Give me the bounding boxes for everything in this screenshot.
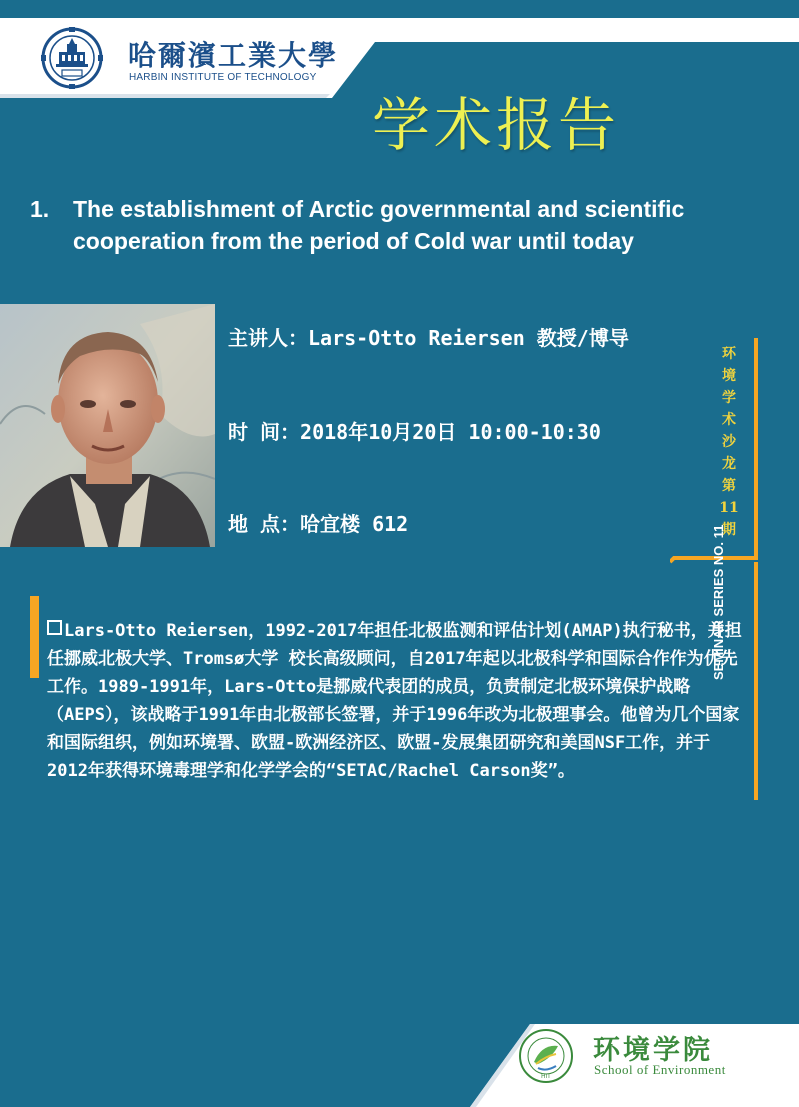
salon-char: 学 — [722, 390, 736, 406]
speaker-line: 主讲人：Lars-Otto Reiersen 教授/博导 — [228, 326, 629, 350]
salon-char: 术 — [722, 412, 736, 428]
time-line: 时 间：2018年10月20日 10:00-10:30 — [228, 420, 601, 444]
talk-number: 1. — [30, 196, 50, 222]
bio-text — [47, 617, 747, 785]
salon-char: 期 — [722, 522, 736, 538]
university-name-en: HARBIN INSTITUTE OF TECHNOLOGY — [129, 72, 317, 83]
school-logo-icon — [518, 1028, 574, 1084]
school-name-cn: 环境学院 — [593, 1035, 713, 1066]
speaker-portrait-icon — [0, 304, 215, 547]
salon-label — [718, 343, 740, 541]
bio-content: Lars-Otto Reiersen，1992-2017年担任北极监测和评估计划(AMAP)执行秘书，并担任挪威北极大学、Tromsø大学 校长高级顾问，自2017年起以北极科学和国际合作作为优先工作。1989-1991年，Lars-Otto是挪威代表团的成员，负责制定北极环境保护战略（AEPS），该战略于1991年由北极部长签署，并于1996年改为北极理事会。他曾为几个国家和国际组织，例如环境署、欧盟-欧洲经济区、欧盟-发展集团研究和美国NSF工作，并于2012年获得环境毒理学和化学学会的“SETAC/Rachel Carson奖”。 — [47, 621, 742, 781]
talk-title-text: The establishment of Arctic governmental and scientific cooperation from the period of Cold war until today — [73, 196, 685, 254]
bio-accent-bar — [30, 596, 39, 678]
place-line: 地 点：哈宜楼 612 — [228, 512, 409, 536]
salon-char: 龙 — [722, 456, 736, 472]
poster-title: 学术报告 — [372, 91, 621, 159]
side-line — [754, 566, 762, 806]
hit-logo-icon — [40, 26, 104, 90]
salon-char: 第 — [722, 478, 736, 494]
salon-char: 境 — [722, 368, 736, 384]
school-name-en: School of Environment — [594, 1062, 726, 1077]
salon-char: 11 — [719, 500, 739, 516]
salon-char: 环 — [722, 346, 736, 362]
seminar-series: SEMINAR SERIES NO. 11 — [711, 524, 726, 680]
salon-char: 沙 — [722, 434, 736, 450]
university-name-cn: 哈爾濱工業大學 — [128, 39, 339, 72]
checkbox-icon — [47, 620, 62, 635]
svg-text:HIT: HIT — [541, 1074, 551, 1080]
